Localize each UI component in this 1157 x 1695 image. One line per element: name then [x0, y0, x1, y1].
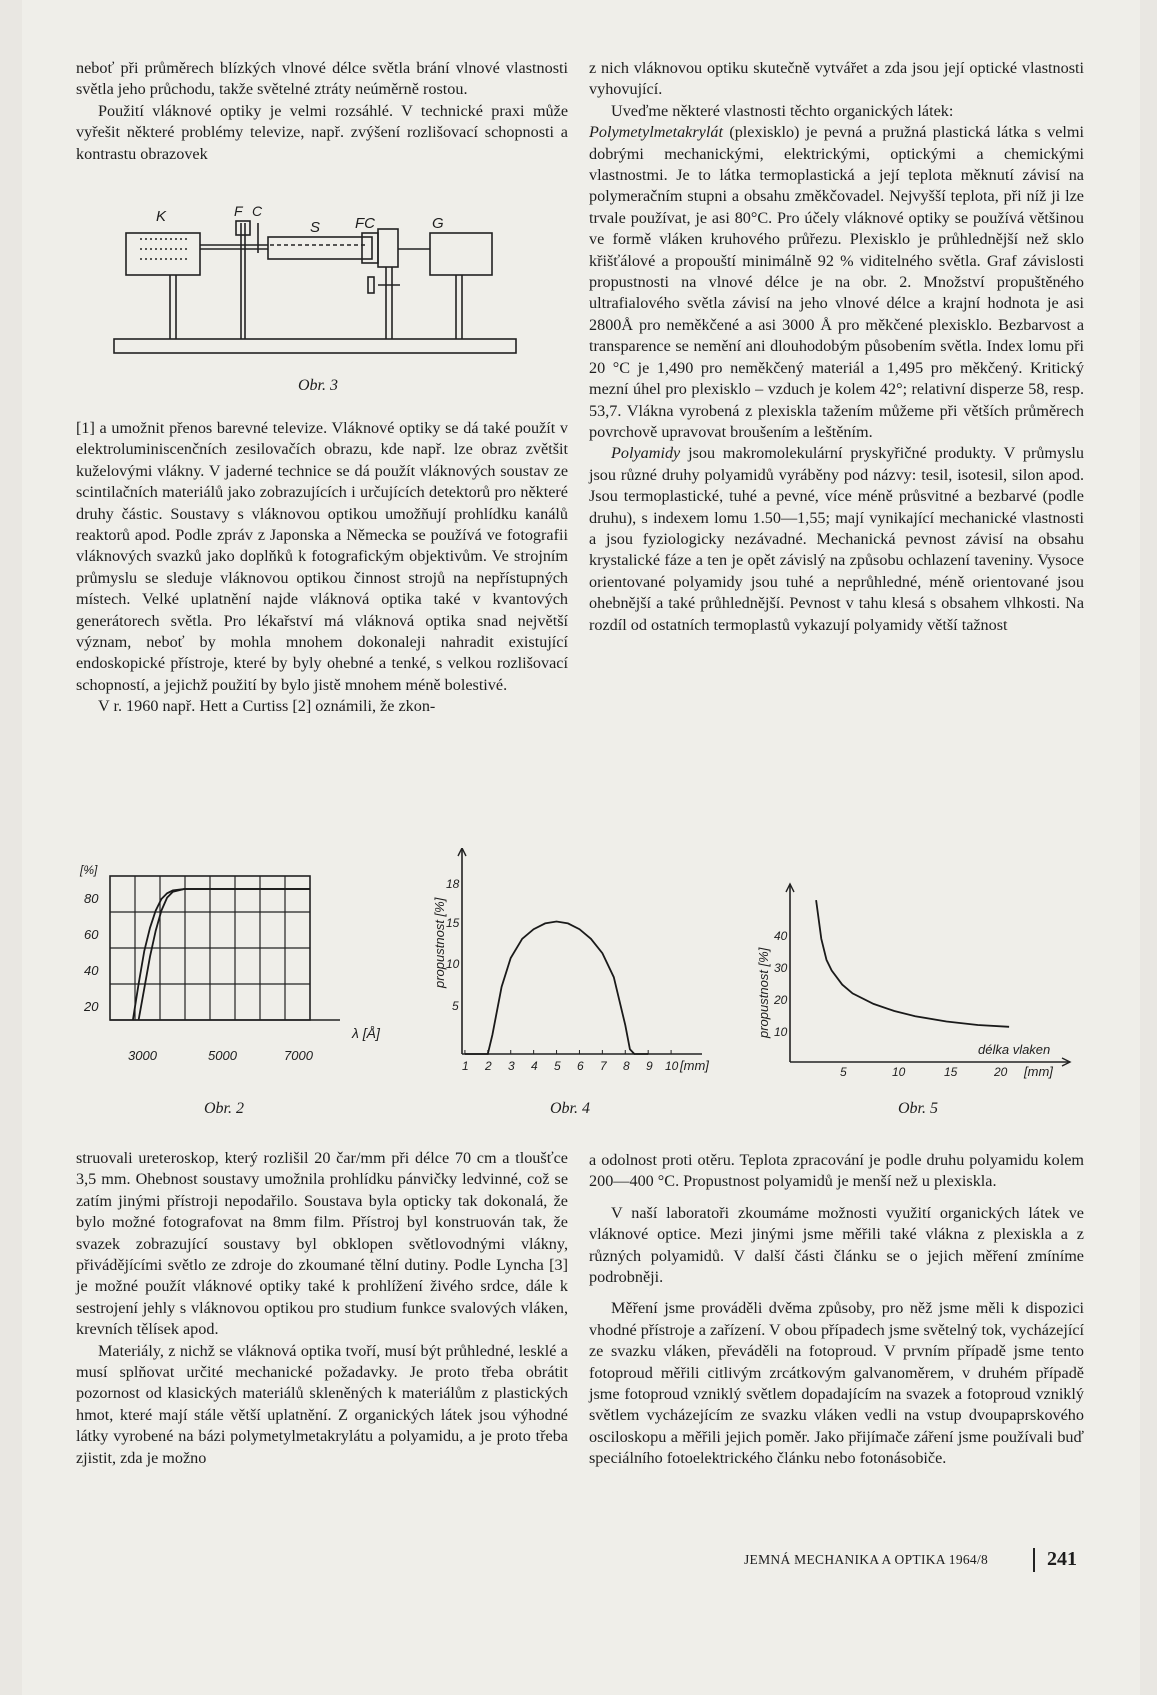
figure-5-caption: Obr. 5: [898, 1100, 939, 1117]
x-tick-label: 4: [531, 1059, 538, 1073]
x-tick-label: 10: [892, 1065, 906, 1079]
y-axis-label: [%]: [80, 863, 98, 877]
y-tick-label: 60: [84, 927, 99, 942]
y-tick-label: 5: [452, 999, 459, 1013]
fiber-bundle-s: [268, 237, 372, 259]
left-column-bottom: [76, 1148, 568, 1469]
x-tick-label: 10: [665, 1059, 679, 1073]
figure-2-caption: Obr. 2: [204, 1100, 245, 1117]
x-tick-label: 5: [840, 1065, 847, 1079]
label-g: G: [432, 215, 444, 232]
x-tick-labels: [128, 1048, 314, 1063]
y-tick-label: 20: [84, 999, 99, 1014]
label-k: K: [156, 208, 167, 225]
paragraph: V naší laboratoři zkoumáme možnosti využití organických látek ve vláknové optice. Mezi jinými jsme měřili také vlákna z plexiskla a z různých polyamidů. V další části článku se o jejich měření zmíníme podrobněji.: [589, 1203, 1084, 1287]
footer-divider: [1033, 1548, 1035, 1572]
label-fc: FC: [355, 215, 375, 232]
y-tick-labels: [83, 891, 99, 1014]
y-tick-label: 18: [446, 877, 460, 891]
y-tick-labels: [773, 929, 788, 1039]
optical-bench: [114, 339, 516, 353]
figure-4-chart: [422, 848, 732, 1078]
term-pmma: Polymetylmetakrylát: [589, 123, 723, 142]
x-axis-unit: [mm]: [680, 1058, 709, 1073]
page-number: 241: [1047, 1548, 1077, 1570]
x-tick-label: 1: [462, 1059, 469, 1073]
label-c: C: [252, 205, 263, 219]
y-tick-labels: [446, 877, 460, 1013]
x-tick-label: 3: [508, 1059, 515, 1073]
figure-5-chart: [750, 880, 1090, 1090]
x-tick-label: 7000: [284, 1048, 313, 1063]
paragraph: Materiály, z nichž se vláknová optika tvoří, musí být průhledné, lesklé a musí splňovat určité mechanické požadavky. Je proto třeba obrátit pozornost od klasických materiálů skleněných k materiálům z plastických hmot, které mají stále větší uplatnění. Z organických látek jsou výhodné látky vyrobené na bázi polymetylmetakrylátu a polyamidu, a je proto třeba zjistit, zda je možno: [76, 1341, 568, 1467]
axes: [786, 884, 1070, 1066]
x-tick-label: 9: [646, 1059, 653, 1073]
right-column-bottom: [589, 1150, 1084, 1470]
paragraph: neboť při průměrech blízkých vlnové délce světla brání vlnové vlastnosti světla jeho průchodu, takže světelné ztráty neúměrně rostou.: [76, 59, 568, 99]
y-tick-label: 30: [774, 961, 788, 975]
paragraph: Použití vláknové optiky je velmi rozsáhlé. V technické praxi může vyřešit některé problémy televize, např. zvýšení rozlišovací schopnosti a kontrastu obrazovek: [76, 101, 568, 163]
lamp-housing-k: [126, 233, 200, 275]
paragraph: [1] a umožnit přenos barevné televize. Vláknové optiky se dá také použít v elektroluminiscenčních zesilovačích obrazu, kde např. lze obraz zvětšit kuželovými vlákny. V jaderné technice se dá použít vláknových soustav ze scintilačních materiálů jako zobrazujících i určujících detektorů pro některé druhy částic. Soustavy s vláknovou optikou umožňují prohlídku kanálů reaktorů apod. Podle zpráv z Japonska a Německa se používá ve fotografii vláknových svazků jako doplňků k fotografickým objektivům. Ve strojním průmyslu se sleduje vláknovou optikou činnost strojů na nepřístupných místech. Velké uplatnění najde vláknová optika také v kvantových generátorech světla. Pro lékařství má vláknová optika snad největší význam, neboť by mohla mnohem dokonaleji nahradit existující endoskopické přístroje, které by byly ohebné a tenké, s velkou rozlišovací schopností, a jejichž použití by bylo jistě mnohem méně bolestivé.: [76, 419, 568, 694]
y-tick-label: 15: [446, 916, 460, 930]
x-tick-labels: [462, 1059, 679, 1073]
y-tick-label: 40: [84, 963, 99, 978]
plot-lines: [816, 900, 1009, 1027]
right-column-top: [589, 58, 1084, 636]
x-tick-labels: [840, 1065, 1008, 1079]
x-tick-label: 8: [623, 1059, 630, 1073]
figure-2-chart: [76, 862, 406, 1072]
x-tick-label: 20: [994, 1065, 1008, 1079]
series-line: [816, 900, 1009, 1027]
term-polyamidy: Polyamidy: [611, 444, 681, 463]
paragraph: a odolnost proti otěru. Teplota zpracování je podle druhu polyamidu kolem 200—400 °C. Propustnost polyamidů je menší než u plexiskla.: [589, 1151, 1084, 1191]
x-tick-label: 6: [577, 1059, 584, 1073]
x-tick-label: 5000: [208, 1048, 237, 1063]
paragraph: [589, 101, 1084, 444]
x-axis-unit: [mm]: [1024, 1064, 1053, 1079]
figure-4-caption: Obr. 4: [550, 1100, 591, 1117]
y-tick-label: 80: [84, 891, 99, 906]
label-s: S: [310, 219, 321, 236]
series-line: [139, 889, 310, 1020]
label-f: F: [234, 205, 243, 219]
paragraph: struovali ureteroskop, který rozlišil 20 čar/mm při délce 70 cm a tloušťce 3,5 mm. Ohebnost soustavy umožnila prohlídku pánvičky ledvinné, což se zatím jinými přístroji nepodařilo. Soustava byla opticky tak dokonalá, že bylo možné fotografovat na 8mm film. Přístroj byl konstruován tak, že svazek zobrazující soustavy byl obklopen světlovodnými vlákny, přivádějícími světlo ze zdroje do zkoumané tělní dutiny. Podle Lyncha [3] je možné použít vláknové optiky také k prohlížení živého srdce, dále k sestrojení jehly s vláknovou optikou pro studium funkce svalových vláken, krevních tělísek apod.: [76, 1149, 568, 1339]
y-tick-label: 40: [774, 929, 788, 943]
y-tick-label: 10: [774, 1025, 788, 1039]
photocell-fc: [378, 229, 398, 267]
figure-3-apparatus: [110, 205, 540, 365]
left-column-top: [76, 58, 568, 165]
journal-footer: JEMNÁ MECHANIKA A OPTIKA 1964/8: [744, 1552, 989, 1567]
y-tick-label: 10: [446, 957, 460, 971]
text: jsou makromolekulární pryskyřičné produkty. V průmyslu jsou různé druhy polyamidů vyráběny pod názvy: tesil, isotesil, silon apod. Jsou termoplastické, tuhé a pevné, více méně průsvitné a bezbarvé (podle druhu), s indexem lomu 1.50—1,55; mají vynikající mechanické vlastnosti a jsou fyziologicky nezávadné. Mechanická pevnost závisí na obsahu krystalické fáze a ten je opět závislý na způsobu ochlazení taveniny. Vysoce orientované polyamidy jsou tuhé a neprůhledné, méně orientované jsou ohebnější a také průhlednější. Pevnost v tahu klesá s obsahem vlhkosti. Na rozdíl od ostatních termoplastů vykazují polyamidy větší tažnost: [589, 444, 1085, 634]
paragraph: V r. 1960 např. Hett a Curtiss [2] oznámili, že zkon-: [98, 697, 436, 716]
x-tick-label: 5: [554, 1059, 561, 1073]
y-axis-label: propustnost [%]: [756, 947, 771, 1038]
left-column-middle: [76, 418, 568, 718]
x-tick-label: 3000: [128, 1048, 157, 1063]
y-axis-label: propustnost [%]: [432, 897, 447, 988]
paragraph: [589, 443, 1084, 636]
x-axis-label: délka vlaken: [978, 1042, 1051, 1057]
plot-lines: [465, 922, 648, 1055]
y-tick-label: 20: [774, 993, 788, 1007]
x-tick-label: 2: [485, 1059, 492, 1073]
x-tick-label: 15: [944, 1065, 958, 1079]
text: (plexisklo) je pevná a pružná plastická látka s velmi dobrými mechanickými, elektrickými, optickými a chemickými vlastnostmi. Je to látka termoplastická a její teplota měknutí závisí na polymeračním stupni a obsahu změkčovadel. Nejvyšší teplota, při níž ji lze trvale používat, je asi 80°C. Pro účely vláknové optiky se používá většinou ve formě vláken kruhového průřezu. Plexisklo je průhlednější než sklo křišťálové a propouští minimálně 92 % viditelného světla. Graf závislosti propustnosti na vlnové délce je na obr. 2. Množství propuštěného ultrafialového světla závisí na jeho vlnové délce a krajní hodnota je asi 2800Å pro neměkčené a asi 3000 Å pro měkčené plexisklo. Bezbarvost a transparence se nemění ani dlouhodobým působením světla. Index lomu při 20 °C je 1,490 pro neměkčený materiál a 1,495 pro měkčený. Kritický mezní úhel pro plexisklo – vzduch je kolem 42°; relativní disperze 58, resp. 53,7. Vlákna vyrobená z plexiskla tažením můžeme při větších průměrech povrchově upravovat broušením a leštěním.: [589, 123, 1084, 441]
paragraph: z nich vláknovou optiku skutečně vytvářet a zda jsou její optické vlastnosti vyhovující.: [589, 59, 1084, 99]
figure-3-caption: Obr. 3: [298, 377, 339, 394]
galvanometer-g: [430, 233, 492, 275]
paragraph: Měření jsme prováděli dvěma způsoby, pro něž jsme měli k dispozici vhodné přístroje a zařízení. V obou případech jsme světelný tok, vycházející ze svazku vláken, převáděli na fotoproud. V prvním případě jsme tento fotoproud měřili citlivým zrcátkovým galvanoměrem, v druhém případě jsme fotoproud vzniklý světlem dopadajícím na svazek a fotoproud vzniklý světlem vycházejícím ze svazku vláken vedli na vstup dvoupaprskového osciloskopu a měřili jejich poměr. Jako přijímače záření jsme používali buď speciálního fotoelektrického článku nebo fotonásobiče.: [589, 1299, 1084, 1468]
x-tick-label: 7: [600, 1059, 607, 1073]
text: Uveďme některé vlastnosti těchto organických látek:: [611, 101, 954, 120]
series-line: [465, 922, 648, 1055]
x-axis-label: λ [Å]: [352, 1025, 380, 1041]
